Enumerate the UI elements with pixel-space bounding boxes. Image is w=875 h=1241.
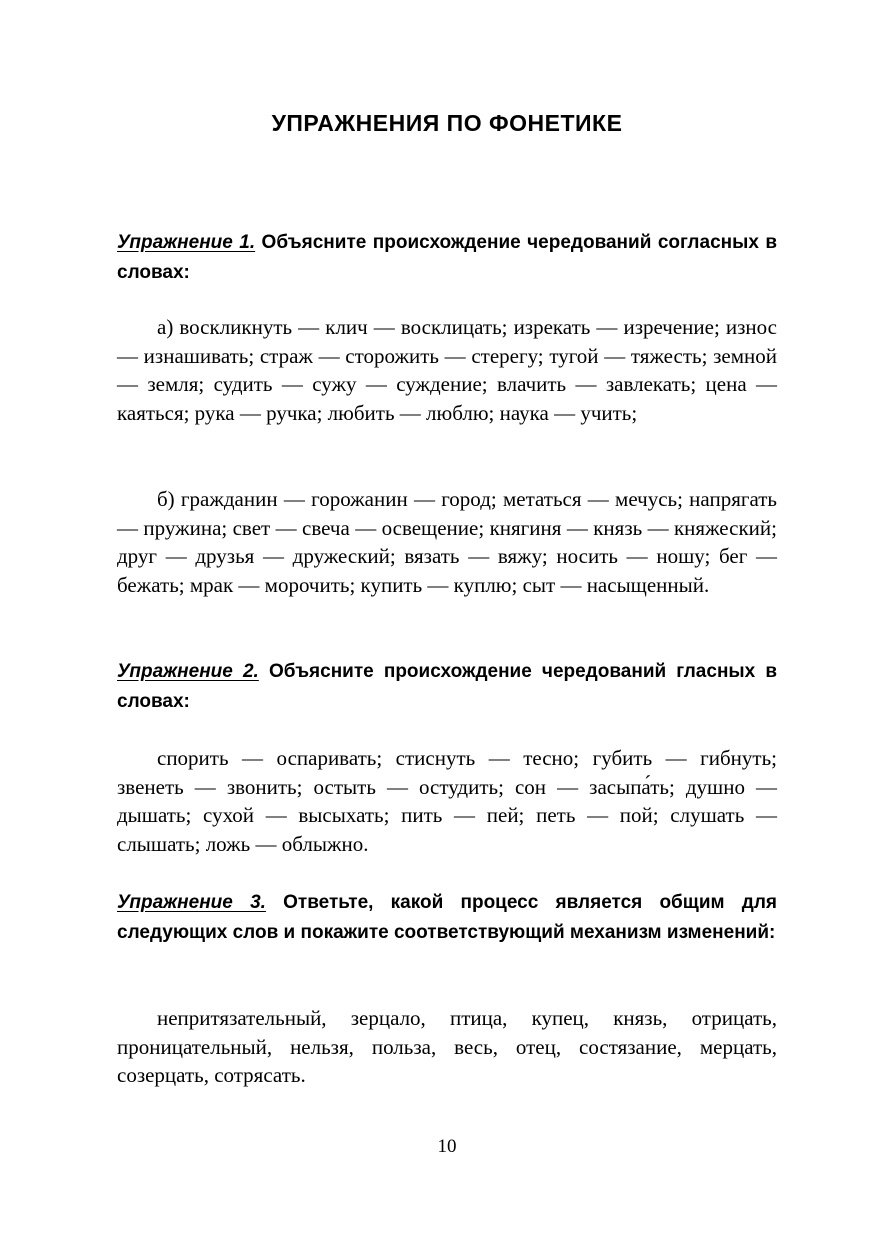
exercise-3-paragraph: непритязательный, зерцало, птица, купец, князь, отрицать, проницательный, нельзя, польза, весь, отец, состязание, мерцать, созерцать, сотрясать. [117, 1006, 777, 1087]
exercise-3-heading [117, 888, 777, 948]
exercise-3-task: Ответьте, какой процесс является общим для следующих слов и покажите соответствующий механизм изменений: [117, 892, 777, 943]
document-page [117, 0, 777, 1241]
exercise-1-task: Объясните происхождение чередований согласных в словах: [117, 232, 777, 283]
exercise-1-paragraph-a: а) воскликнуть — клич — восклицать; изрекать — изречение; износ — изнашивать; страж — сторожить — стерегу; тугой — тяжесть; земной — земля; судить — сужу — суждение; влачить — завлекать; цена — каяться; рука — ручка; любить — люблю; наука — учить; [117, 315, 777, 425]
exercise-2-paragraph: спорить — оспаривать; стиснуть — тесно; губить — гибнуть; звенеть — звонить; остыть — остудить; сон — засыпа́ть; душно — дышать; сухой — высыхать; пить — пей; петь — пой; слушать — слышать; ложь — облыжно. [117, 746, 777, 856]
exercise-1-label: Упражнение 1. [117, 232, 256, 253]
page-number: 10 [437, 1136, 457, 1157]
exercise-1-heading [117, 228, 777, 288]
exercise-3-label: Упражнение 3. [117, 892, 266, 913]
exercise-2-label: Упражнение 2. [117, 661, 259, 682]
page-title: УПРАЖНЕНИЯ ПО ФОНЕТИКЕ [271, 110, 623, 136]
exercise-2-task: Объясните происхождение чередований гласных в словах: [117, 661, 778, 712]
exercise-1-paragraph-b: б) гражданин — горожанин — город; метаться — мечусь; напрягать — пружина; свет — свеча — освещение; княгиня — князь — княжеский; друг — друзья — дружеский; вязать — вяжу; носить — ношу; бег — бежать; мрак — морочить; купить — куплю; сыт — насыщенный. [117, 487, 777, 597]
exercise-2-heading [117, 657, 777, 717]
